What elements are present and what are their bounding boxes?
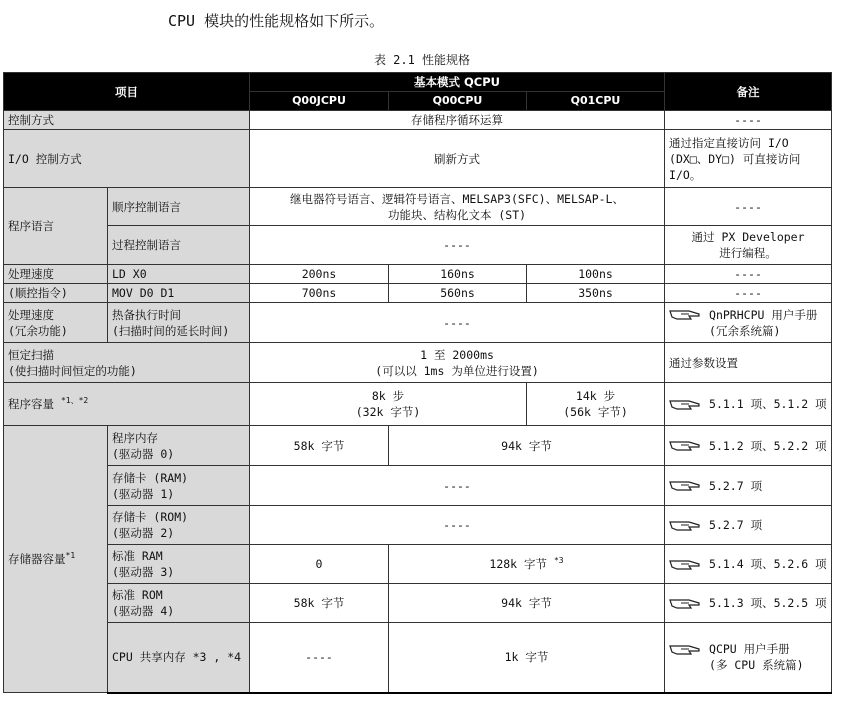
- label-constant-scan: [4, 343, 250, 383]
- value-constant-scan-2: (可以以 1ms 为单位进行设置): [375, 363, 539, 378]
- label-hot-standby-1: 热备执行时间: [112, 307, 181, 322]
- label-speed-seq-2: (顺控指令): [4, 284, 108, 303]
- note-redundant-line1: QnPRHCPU 用户手册: [709, 307, 818, 322]
- note-io-line3: I/O。: [669, 167, 702, 182]
- value-std-ram-b-text: 128k 字节: [489, 557, 548, 571]
- row-speed-redundant: [4, 303, 832, 343]
- label-program-memory-2: (驱动器 0): [112, 446, 175, 461]
- header-item: 项目: [4, 73, 250, 111]
- table-caption: 表 2.1 性能规格: [373, 53, 471, 67]
- row-mem-program: [4, 426, 832, 466]
- value-mov-q01: 350ns: [527, 284, 665, 303]
- label-program-memory-1: 程序内存: [112, 430, 158, 445]
- pointing-hand-icon: [669, 479, 701, 493]
- label-std-ram-1: 标准 RAM: [112, 549, 163, 563]
- label-seq-lang: 顺序控制语言: [108, 188, 250, 226]
- row-speed-ld: [4, 265, 832, 284]
- program-capacity-footnote: *1、*2: [60, 396, 89, 406]
- pointing-hand-icon: [669, 439, 701, 453]
- label-hot-standby-2: (扫描时间的延长时间): [112, 323, 230, 338]
- label-std-ram-2: (驱动器 3): [112, 565, 175, 579]
- value-program-capacity-b: [527, 383, 665, 426]
- note-std-rom: [665, 584, 832, 623]
- value-control-method: 存储程序循环运算: [250, 111, 665, 130]
- header-model-q00cpu: Q00CPU: [389, 92, 527, 111]
- label-io-control: I/O 控制方式: [4, 130, 250, 188]
- note-io-line2: (DX□、DY□) 可直接访问: [669, 151, 801, 166]
- pointing-hand-icon: [669, 308, 701, 322]
- label-speed-redundant: [4, 303, 108, 343]
- label-program-capacity: [4, 383, 250, 426]
- value-mov-q00: 560ns: [389, 284, 527, 303]
- header-model-q00jcpu: Q00JCPU: [250, 92, 389, 111]
- value-cap-a-2: (32k 字节): [355, 405, 421, 419]
- row-mem-std-rom: [4, 584, 832, 623]
- pointing-hand-icon: [669, 643, 701, 657]
- value-program-memory-a: 58k 字节: [250, 426, 389, 466]
- value-cap-b-2: (56k 字节): [563, 405, 628, 419]
- value-seq-lang: [250, 188, 665, 226]
- note-cpu-shared-line1: QCPU 用户手册: [709, 642, 790, 657]
- label-ld-x0: LD X0: [108, 265, 250, 284]
- label-speed-red-2: (冗余功能): [8, 323, 68, 338]
- note-card-rom-text: 5.2.7 项: [709, 518, 763, 532]
- row-program-lang-proc: [4, 226, 832, 265]
- seq-lang-line2: 功能块、结构化文本 (ST): [387, 207, 527, 222]
- header-model-q01cpu: Q01CPU: [527, 92, 665, 111]
- note-program-memory: [665, 426, 832, 466]
- note-proc-line1: 通过 PX Developer: [691, 230, 805, 244]
- label-program-memory: [108, 426, 250, 466]
- value-std-rom-b: 94k 字节: [389, 584, 665, 623]
- value-program-memory-b: 94k 字节: [389, 426, 665, 466]
- seq-lang-line1: 继电器符号语言、逻辑符号语言、MELSAP3(SFC)、MELSAP-L、: [290, 191, 624, 206]
- note-std-rom-text: 5.1.3 项、5.2.5 项: [709, 596, 827, 610]
- value-program-capacity-a: [250, 383, 527, 426]
- row-mem-cpu-shared: [4, 623, 832, 693]
- value-speed-redundant: ----: [250, 303, 665, 343]
- note-io-line1: 通过指定直接访问 I/O: [669, 135, 789, 150]
- row-io-control: [4, 130, 832, 188]
- note-card-ram: [665, 466, 832, 506]
- row-mem-card-rom: [4, 506, 832, 545]
- note-proc-line2: 进行编程。: [719, 246, 777, 260]
- std-ram-footnote: *3: [553, 556, 564, 566]
- label-card-ram-2: (驱动器 1): [112, 486, 175, 501]
- label-speed-seq-1: 处理速度: [4, 265, 108, 284]
- value-card-rom: ----: [250, 506, 665, 545]
- row-control-method: [4, 111, 832, 130]
- label-constant-scan-2: (使扫描时间恒定的功能): [8, 363, 137, 378]
- label-proc-lang: 过程控制语言: [108, 226, 250, 265]
- value-cpu-shared-b: 1k 字节: [389, 623, 665, 693]
- intro-text: CPU 模块的性能规格如下所示。: [168, 12, 385, 30]
- label-speed-red-1: 处理速度: [8, 307, 54, 322]
- label-card-ram: [108, 466, 250, 506]
- header-group: 基本模式 QCPU: [250, 73, 665, 92]
- label-std-rom-2: (驱动器 4): [112, 604, 175, 618]
- note-redundant-line2: (冗余系统篇): [709, 323, 781, 338]
- note-seq-lang: ----: [665, 188, 832, 226]
- header-row: [4, 73, 832, 92]
- note-cpu-shared: [665, 623, 832, 693]
- row-speed-mov: [4, 284, 832, 303]
- row-mem-std-ram: [4, 545, 832, 584]
- label-constant-scan-1: 恒定扫描: [8, 347, 54, 362]
- note-program-capacity-text: 5.1.1 项、5.1.2 项: [709, 397, 827, 411]
- label-program-capacity-text: 程序容量: [8, 397, 54, 411]
- label-memory-capacity-text: 存储器容量: [8, 552, 66, 566]
- value-proc-lang: ----: [250, 226, 665, 265]
- value-ld-q00j: 200ns: [250, 265, 389, 284]
- note-control-method: ----: [665, 111, 832, 130]
- header-remarks: 备注: [665, 73, 832, 111]
- note-std-ram: [665, 545, 832, 584]
- performance-spec-table: [3, 72, 832, 694]
- note-std-ram-text: 5.1.4 项、5.2.6 项: [709, 557, 827, 571]
- pointing-hand-icon: [669, 558, 701, 572]
- pointing-hand-icon: [669, 398, 701, 412]
- value-std-rom-a: 58k 字节: [250, 584, 389, 623]
- label-cpu-shared: CPU 共享内存 *3 , *4: [108, 623, 250, 693]
- label-card-ram-1: 存储卡 (RAM): [112, 470, 189, 485]
- value-card-ram: ----: [250, 466, 665, 506]
- note-cpu-shared-line2: (多 CPU 系统篇): [709, 658, 804, 673]
- value-ld-q01: 100ns: [527, 265, 665, 284]
- label-control-method: 控制方式: [4, 111, 250, 130]
- label-std-rom: [108, 584, 250, 623]
- label-memory-capacity: [4, 426, 108, 693]
- note-constant-scan: 通过参数设置: [665, 343, 832, 383]
- label-std-ram: [108, 545, 250, 584]
- note-program-memory-text: 5.1.2 项、5.2.2 项: [709, 438, 827, 453]
- value-ld-q00: 160ns: [389, 265, 527, 284]
- note-speed-redundant: [665, 303, 832, 343]
- row-mem-card-ram: [4, 466, 832, 506]
- value-cap-b-1: 14k 步: [575, 389, 616, 403]
- row-constant-scan: [4, 343, 832, 383]
- label-std-rom-1: 标准 ROM: [112, 588, 163, 602]
- label-card-rom: [108, 506, 250, 545]
- value-std-ram-b: [389, 545, 665, 584]
- value-constant-scan: [250, 343, 665, 383]
- note-card-rom: [665, 506, 832, 545]
- note-mov: ----: [665, 284, 832, 303]
- row-program-capacity: [4, 383, 832, 426]
- note-program-capacity: [665, 383, 832, 426]
- value-std-ram-a: 0: [250, 545, 389, 584]
- label-card-rom-1: 存储卡 (ROM): [112, 510, 189, 524]
- note-io-control: [665, 130, 832, 188]
- value-mov-q00j: 700ns: [250, 284, 389, 303]
- memory-capacity-footnote: *1: [65, 551, 76, 561]
- label-hot-standby: [108, 303, 250, 343]
- value-io-control: 刷新方式: [250, 130, 665, 188]
- label-card-rom-2: (驱动器 2): [112, 526, 175, 540]
- pointing-hand-icon: [669, 519, 701, 533]
- value-constant-scan-1: 1 至 2000ms: [420, 347, 494, 362]
- value-cap-a-1: 8k 步: [371, 389, 405, 403]
- pointing-hand-icon: [669, 597, 701, 611]
- row-program-lang-seq: [4, 188, 832, 226]
- label-program-lang: 程序语言: [4, 188, 108, 265]
- note-card-ram-text: 5.2.7 项: [709, 478, 763, 493]
- value-cpu-shared-a: ----: [250, 623, 389, 693]
- note-proc-lang: [665, 226, 832, 265]
- note-ld: ----: [665, 265, 832, 284]
- label-mov: MOV D0 D1: [108, 284, 250, 303]
